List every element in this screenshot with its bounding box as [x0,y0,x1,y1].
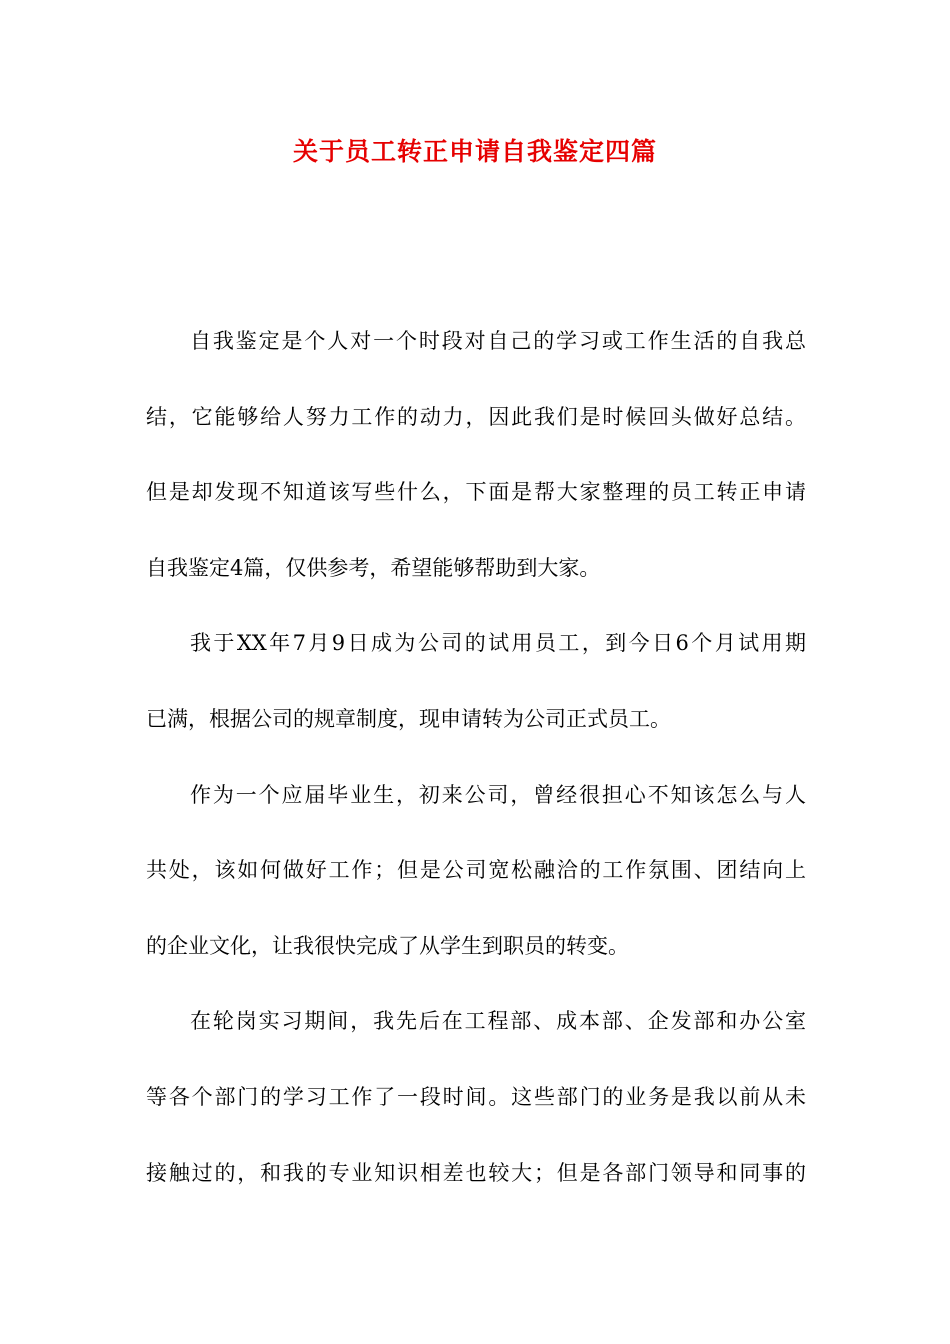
body-line: 但是却发现不知道该写些什么，下面是帮大家整理的员工转正申请 [146,480,806,505]
body-line: 共处，该如何做好工作；但是公司宽松融洽的工作氛围、团结向上 [146,858,806,883]
body-line: 自我鉴定是个人对一个时段对自己的学习或工作生活的自我总 [190,329,806,353]
body-line: 作为一个应届毕业生，初来公司，曾经很担心不知该怎么与人 [190,782,806,807]
body-line: 在轮岗实习期间，我先后在工程部、成本部、企发部和办公室 [190,1009,806,1034]
body-line: 结，它能够给人努力工作的动力，因此我们是时候回头做好总结。 [146,404,806,429]
body-line: 已满，根据公司的规章制度，现申请转为公司正式员工。 [146,707,671,731]
body-line: 的企业文化，让我很快完成了从学生到职员的转变。 [146,933,629,958]
document-title: 关于员工转正申请自我鉴定四篇 [292,137,657,166]
body-line: 接触过的，和我的专业知识相差也较大；但是各部门领导和同事的 [146,1160,806,1185]
body-line: 自我鉴定4篇，仅供参考，希望能够帮助到大家。 [146,555,601,580]
body-line: 等各个部门的学习工作了一段时间。这些部门的业务是我以前从未 [146,1085,806,1109]
body-line: 我于XX年7月9日成为公司的试用员工，到今日6个月试用期 [190,631,806,656]
